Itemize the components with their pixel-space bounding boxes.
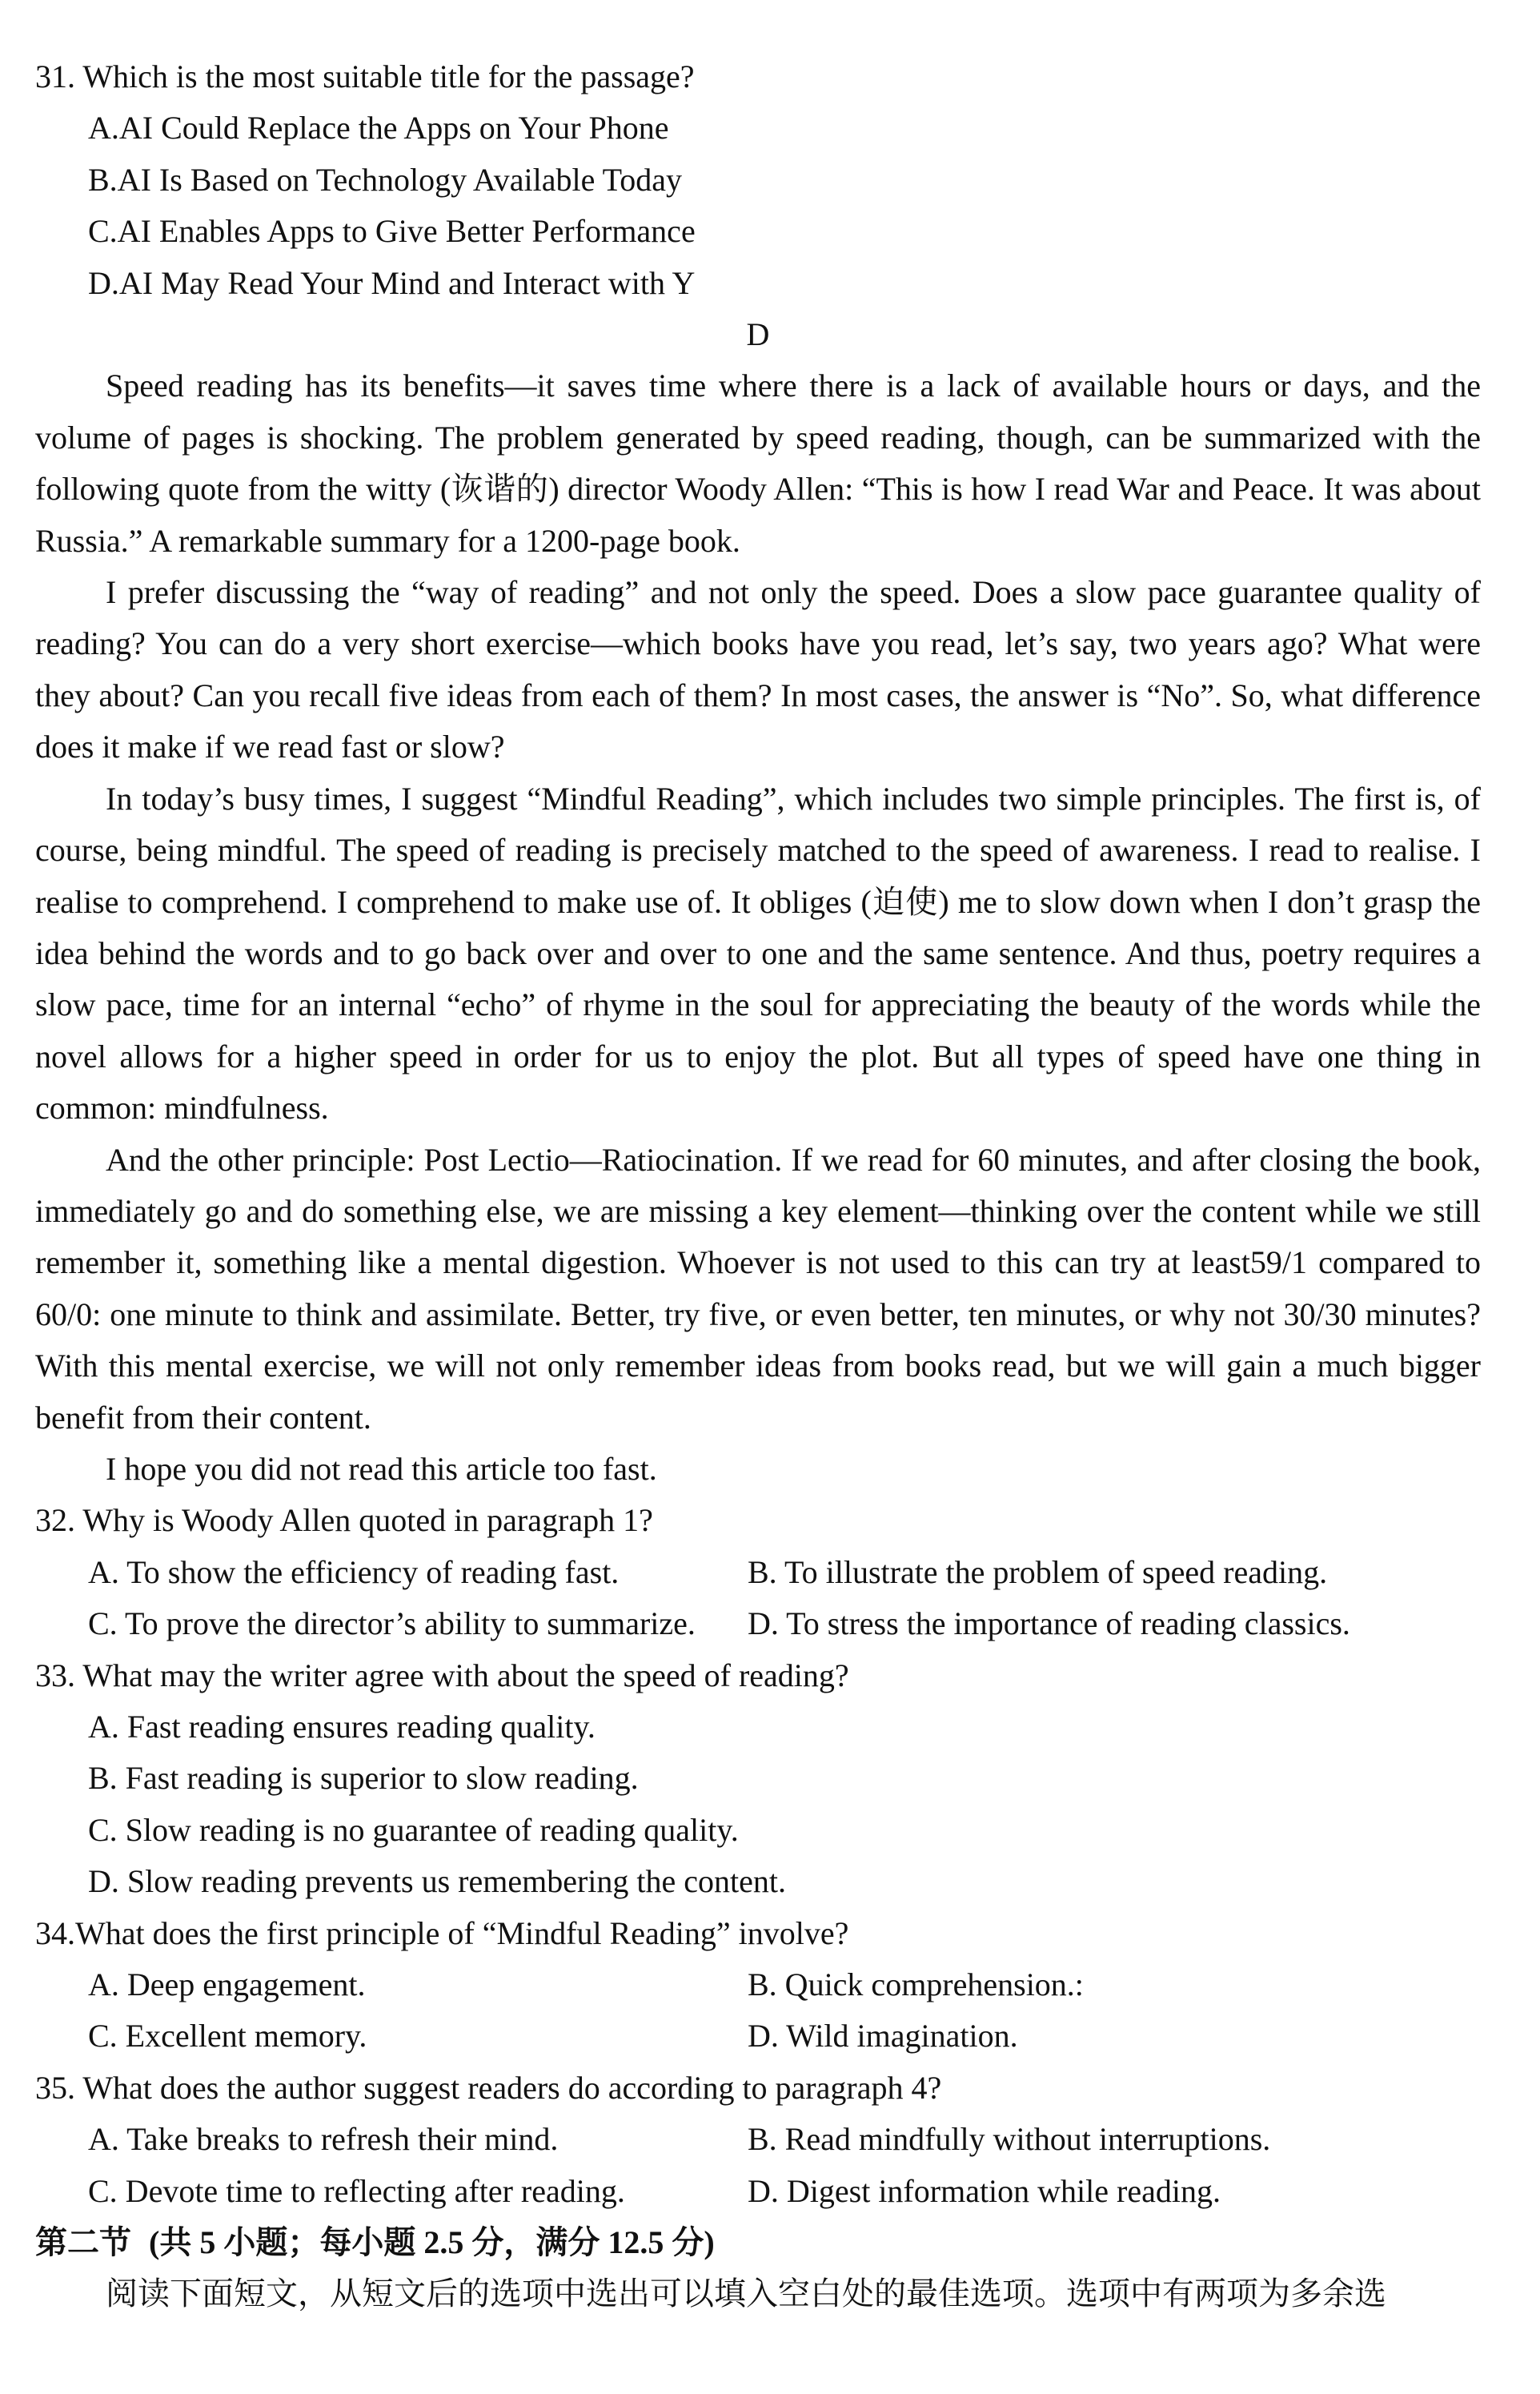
question-32 [35, 1495, 1481, 1649]
question-35-option-b: B. Read mindfully without interruptions. [748, 2121, 1271, 2158]
question-31-option-a: A.AI Could Replace the Apps on Your Phone [88, 110, 669, 147]
section-title: 第二节 [35, 2224, 131, 2261]
question-32-option-b: B. To illustrate the problem of speed reading. [748, 1553, 1328, 1590]
question-34-options-row-1 [35, 1959, 1481, 2010]
question-34-option-b: B. Quick comprehension.: [748, 1966, 1084, 2003]
question-34-option-a: A. Deep engagement. [88, 1966, 366, 2003]
passage-paragraph-5: I hope you did not read this article too fast. [106, 1450, 657, 1487]
passage-d [35, 360, 1481, 1495]
question-35-stem: 35. What does the author suggest readers do according to paragraph 4? [35, 2069, 942, 2106]
passage-paragraph-4: And the other principle: Post Lectio—Ratiocination. If we read for 60 minutes, and after closing the book, immediately go and do something else, we are missing a key element—thinking over the content while we still remember it, something like a mental digestion. Whoever is not used to this can try at least59/1 compared to 60/0: one minute to think and assimilate. Better, try five, or even better, ten minutes, or why not 30/30 minutes? With this mental exercise, we will not only remember ideas from books read, but we will gain a much bigger benefit from their content. [35, 1141, 1481, 1436]
passage-paragraph-2: I prefer discussing the “way of reading” and not only the speed. Does a slow pace guarantee quality of reading? You can do a very short exercise—which books have you read, let’s say, two years ago? What were they about? Can you recall five ideas from each of them? In most cases, the answer is “No”. So, what difference does it make if we read fast or slow? [35, 574, 1481, 765]
question-34-stem: 34.What does the first principle of “Mindful Reading” involve? [35, 1914, 849, 1951]
question-33 [35, 1650, 1481, 1908]
question-32-option-c: C. To prove the director’s ability to summarize. [88, 1605, 696, 1642]
question-31-option-c: C.AI Enables Apps to Give Better Performance [88, 213, 696, 250]
question-34 [35, 1908, 1481, 2063]
question-33-option-d: D. Slow reading prevents us remembering the content. [88, 1863, 786, 1900]
question-32-options-row-2 [35, 1598, 1481, 1649]
question-31-option-b: B.AI Is Based on Technology Available Today [88, 161, 683, 198]
question-35 [35, 2063, 1481, 2217]
question-32-option-d: D. To stress the importance of reading classics. [748, 1605, 1350, 1642]
question-35-option-c: C. Devote time to reflecting after reading. [88, 2172, 625, 2209]
question-35-option-d: D. Digest information while reading. [748, 2172, 1221, 2209]
question-31-option-d: D.AI May Read Your Mind and Interact with Y [88, 264, 696, 301]
question-33-option-c: C. Slow reading is no guarantee of reading quality. [88, 1811, 739, 1848]
question-34-option-d: D. Wild imagination. [748, 2018, 1018, 2055]
passage-paragraph-3: In today’s busy times, I suggest “Mindful Reading”, which includes two simple principles. The first is, of course, being mindful. The speed of reading is precisely matched to the speed of awareness. I read to realise. I realise to comprehend. I comprehend to make use of. It obliges (迫使) me to slow down when I don’t grasp the idea behind the words and to go back over and over to one and the same sentence. And thus, poetry requires a slow pace, time for an internal “echo” of rhyme in the soul for appreciating the beauty of the words while the novel allows for a higher speed in order for us to enjoy the plot. But all types of speed have one thing in common: mindfulness. [35, 780, 1481, 1127]
passage-label: D [746, 316, 770, 353]
question-33-option-b: B. Fast reading is superior to slow reading. [88, 1760, 639, 1797]
question-31-stem: 31. Which is the most suitable title for the passage? [35, 58, 695, 94]
question-33-stem: 33. What may the writer agree with about the speed of reading? [35, 1657, 849, 1693]
question-32-stem: 32. Why is Woody Allen quoted in paragraph 1? [35, 1502, 653, 1539]
question-31 [35, 51, 1481, 309]
section-instruction: 阅读下面短文，从短文后的选项中选出可以填入空白处的最佳选项。选项中有两项为多余选 [106, 2276, 1386, 2312]
question-35-options-row-2 [35, 2166, 1481, 2217]
section-heading [35, 2217, 1481, 2268]
question-32-options-row-1 [35, 1547, 1481, 1598]
question-33-option-a: A. Fast reading ensures reading quality. [88, 1709, 596, 1745]
passage-paragraph-1: Speed reading has its benefits—it saves time where there is a lack of available hours or days, and the volume of pages is shocking. The problem generated by speed reading, though, can be summarized with the following quote from the witty (诙谐的) director Woody Allen: “This is how I read War and Peace. It was about Russia.” A remarkable summary for a 1200-page book. [35, 368, 1481, 559]
question-34-options-row-2 [35, 2010, 1481, 2062]
question-32-option-a: A. To show the efficiency of reading fast. [88, 1553, 620, 1590]
section-subtitle: (共 5 小题；每小题 2.5 分，满分 12.5 分) [149, 2224, 715, 2261]
question-35-option-a: A. Take breaks to refresh their mind. [88, 2121, 559, 2158]
question-35-options-row-1 [35, 2114, 1481, 2165]
question-34-option-c: C. Excellent memory. [88, 2018, 367, 2055]
